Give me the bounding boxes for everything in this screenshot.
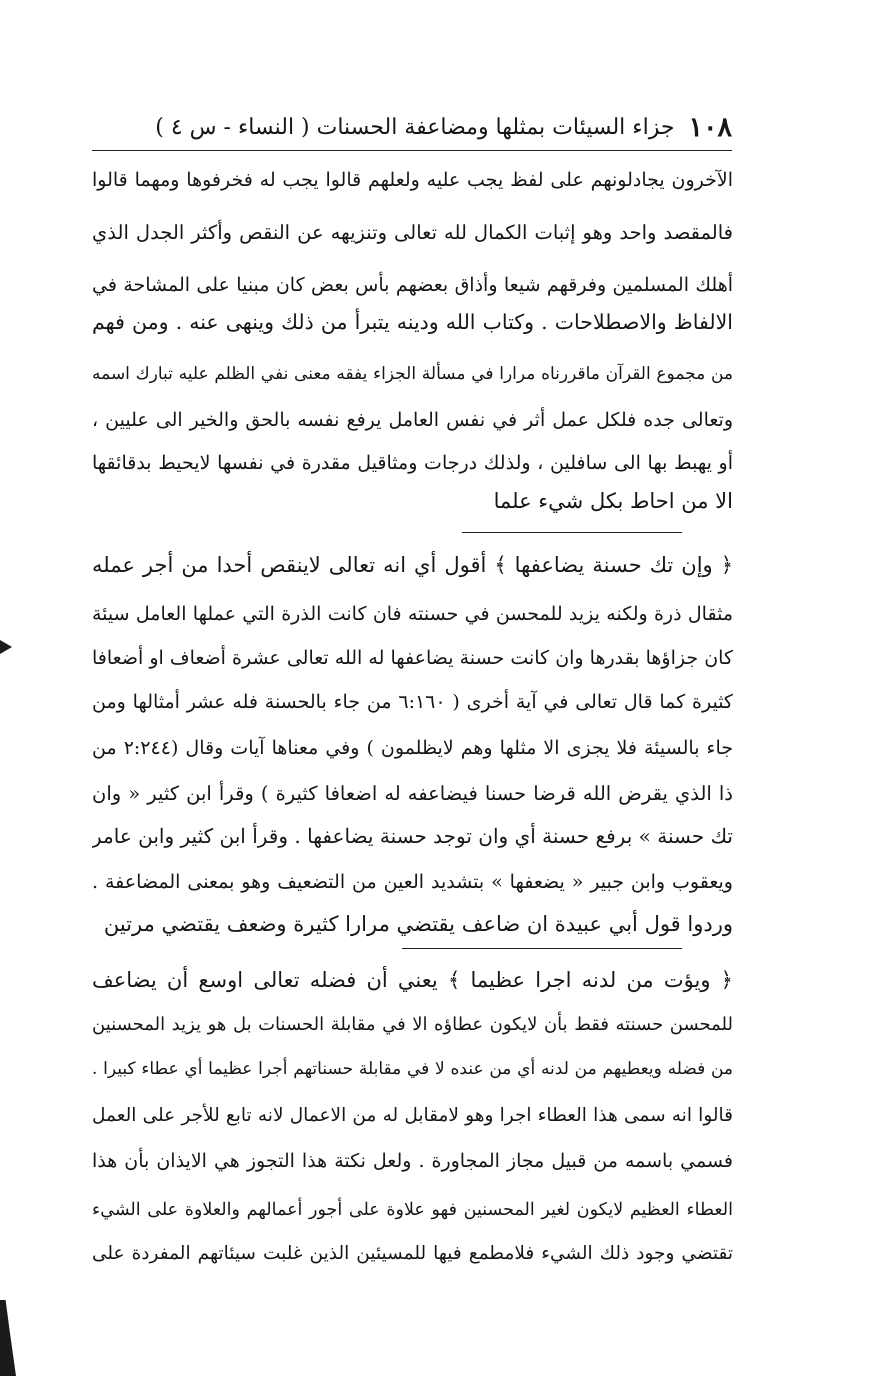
page-number: ١٠٨ (688, 111, 732, 143)
text-line: أو يهبط بها الى سافلين ، ولذلك درجات ومثاقيل مقدرة في نفسها لايحيط بدقائقها (92, 452, 733, 474)
text-line: ﴿ ويؤت من لدنه اجرا عظيما ﴾ يعني أن فضله تعالى اوسع أن يضاعف (92, 968, 733, 992)
text-line: وتعالى جده فلكل عمل أثر في نفس العامل يرفع نفسه بالحق والخير الى عليين ، (92, 409, 733, 431)
text-line: تقتضي وجود ذلك الشيء فلامطمع فيها للمسيئين الذين غلبت سيئاتهم المفردة على (92, 1243, 733, 1264)
text-line: ﴿ وإن تك حسنة يضاعفها ﴾ أقول أي انه تعالى لاينقص أحدا من أجر عمله (92, 553, 733, 577)
text-line: وردوا قول أبي عبيدة ان ضاعف يقتضي مرارا كثيرة وضعف يقتضي مرتين (103, 912, 733, 936)
scan-artifact (0, 640, 12, 654)
text-line: كثيرة كما قال تعالى في آية أخرى ( ٦:١٦٠ من جاء بالحسنة فله عشر أمثالها ومن (92, 691, 733, 713)
text-line: من مجموع القرآن ماقررناه مرارا في مسألة الجزاء يفقه معنى نفي الظلم عليه تبارك اسمه (92, 364, 733, 384)
text-line: للمحسن حسنته فقط بأن لايكون عطاؤه الا في مقابلة الحسنات بل هو يزيد المحسنين (92, 1014, 733, 1035)
section-divider (462, 532, 682, 533)
text-line: جاء بالسيئة فلا يجزى الا مثلها وهم لايظلمون ) وفي معناها آيات وقال (٢:٢٤٤ من (92, 737, 733, 759)
running-header (92, 104, 732, 151)
text-line: أهلك المسلمين وفرقهم شيعا وأذاق بعضهم بأس بعض كان مبنيا على المشاحة في (92, 274, 733, 296)
text-line: الالفاظ والاصطلاحات . وكتاب الله ودينه يتبرأ من ذلك وينهى عنه . ومن فهم (92, 310, 733, 334)
text-line: فالمقصد واحد وهو إثبات الكمال لله تعالى وتنزيهه عن النقص وأكثر الجدل الذي (92, 221, 733, 244)
text-line: الا من احاط بكل شيء علما (493, 489, 733, 513)
text-line: الآخرون يجادلونهم على لفظ يجب عليه ولعلهم قالوا يجب له فخرفوها ومهما قالوا (92, 169, 733, 191)
scan-artifact (0, 1300, 16, 1376)
text-line: العطاء العظيم لايكون لغير المحسنين فهو علاوة على أجور أعمالهم والعلاوة على الشيء (92, 1200, 733, 1220)
text-line: قالوا انه سمى هذا العطاء اجرا وهو لامقابل له من الاعمال لانه تابع للأجر على العمل (92, 1105, 733, 1126)
text-line: من فضله ويعطيهم من لدنه أي من عنده لا في مقابلة حسناتهم أجرا عظيما أي عطاء كبيرا . (92, 1059, 733, 1079)
text-line: تك حسنة » برفع حسنة أي وان توجد حسنة يضاعفها . وقرأ ابن كثير وابن عامر (92, 824, 733, 848)
text-line: كان جزاؤها بقدرها وان كانت حسنة يضاعفها له الله تعالى عشرة أضعاف او أضعافا (92, 647, 733, 669)
text-line: مثقال ذرة ولكنه يزيد للمحسن في حسنته فان كانت الذرة التي عملها العامل سيئة (92, 603, 733, 625)
running-title: جزاء السيئات بمثلها ومضاعفة الحسنات ( النساء - س ٤ ) (155, 114, 675, 140)
text-line: فسمي باسمه من قبيل مجاز المجاورة . ولعل نكتة هذا التجوز هي الايذان بأن هذا (92, 1150, 733, 1172)
section-divider (402, 948, 682, 949)
text-line: ذا الذي يقرض الله قرضا حسنا فيضاعفه له اضعافا كثيرة ) وقرأ ابن كثير « وان (92, 782, 733, 805)
text-line: ويعقوب وابن جبير « يضعفها » بتشديد العين من التضعيف وهو بمعنى المضاعفة . (92, 871, 733, 893)
